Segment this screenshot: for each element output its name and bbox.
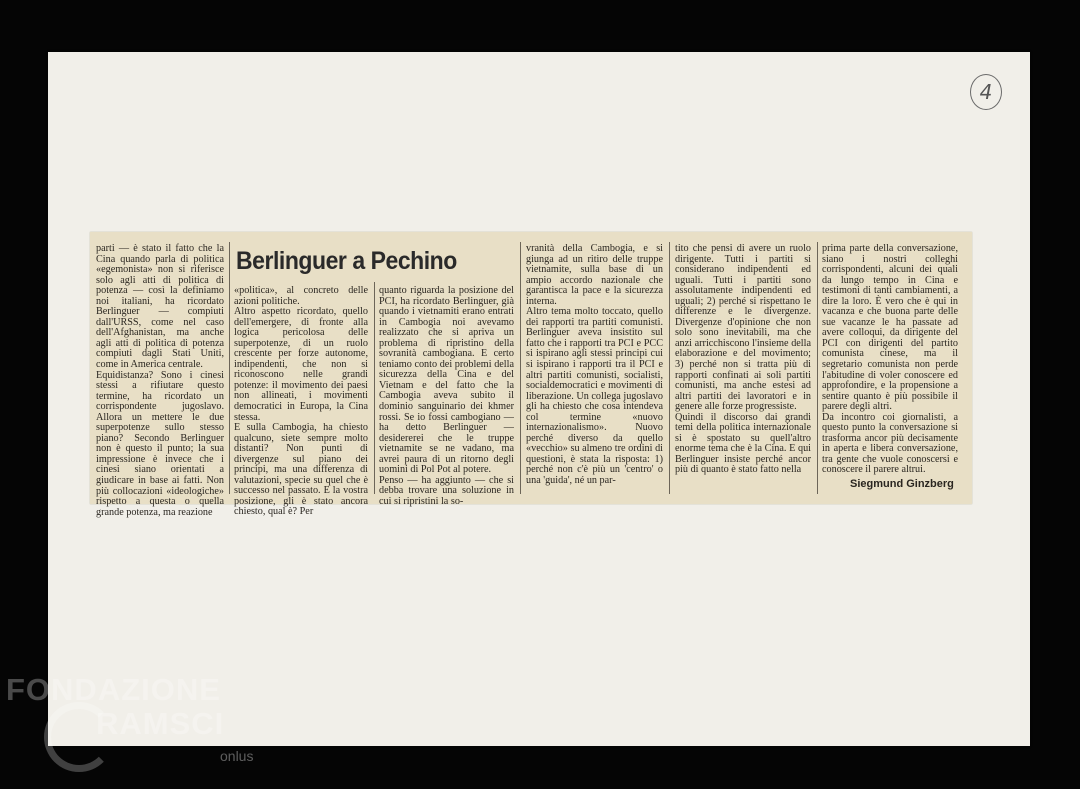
article-column-3: quanto riguarda la posizione del PCI, ha ricordato Berlinguer, già quando i vietnamiti erano entrati in Cambogia noi avevamo realizzato che si apriva un problema di ripristino della sovranità cambogiana. E certo teniamo conto dei problemi della sicurezza della Cina e del Vietnam e del fatto che la Cambogia aveva subito il dominio sanguinario dei khmer rossi. Se io fossi cambogiano — ha detto Berlinguer — desidererei che le truppe vietnamite se ne vadano, ma avrei paura di un ritorno degli uomini di Pol Pot al potere. Penso — ha aggiunto — che si debba trovare una soluzione in cui si ripristini la so- [379,285,514,507]
newspaper-clipping [90,232,972,518]
column-divider [817,242,818,494]
article-column-4: vranità della Cambogia, e si giunga ad un ritiro delle truppe vietnamite, sulla base di un ampio accordo nazionale che garantisca la pace e la sicurezza interna. Altro tema molto toccato, quello dei rapporti tra partiti comunisti. Berlinguer aveva insistito sul fatto che i rapporti tra PCI e PCC si ispirano agli stessi principi cui si ispirano i rapporti tra il PCI e altri partiti comunisti, socialisti, socialdemocratici e movimenti di liberazione. Un collega jugoslavo gli ha chiesto che cosa intendeva col termine «nuovo internazionalismo». Nuovo perché diverso da quello «vecchio» su almeno tre ordini di questioni, è stata la risposta: 1) perché non c'è più un 'centro' o una 'guida', né un par- [526,243,663,487]
article-byline: Siegmund Ginzberg [850,478,954,490]
column-divider [229,242,230,494]
column-divider [669,242,670,494]
page-number: 4 [970,74,1002,110]
watermark-suffix: onlus [220,748,254,764]
column-divider [374,282,375,494]
watermark-line-2: RAMSCI [96,706,225,741]
fondazione-gramsci-watermark [6,672,276,782]
column-divider [520,242,521,494]
watermark-line-1: FONDAZIONE [6,672,221,707]
article-column-2: «politica», al concreto delle azioni politiche. Altro aspetto ricordato, quello dell'emergere, di fronte alla logica pericolosa delle superpotenze, di un ruolo crescente per forze autonome, indipendenti, che non si riconoscono nelle grandi potenze: il movimento dei paesi non allineati, i movimenti democratici in Europa, la Cina stessa. E sulla Cambogia, ha chiesto qualcuno, siete sempre molto distanti? Non punti di divergenze sul piano dei principi, ma una differenza di valutazioni, specie su quel che è successo nel passato. E la vostra posizione, gli è stato ancora chiesto, qual è? Per [234,285,368,518]
article-headline: Berlinguer a Pechino [236,246,457,275]
article-column-6: prima parte della conversazione, siano i nostri colleghi corrispondenti, alcuni dei quali da lungo tempo in Cina e testimoni di tanti cambiamenti, a dire la loro. È vero che è qui in vacanza e che buona parte delle sue vacanze le ha passate ad avere colloqui, da dirigente del PCI con dirigenti del partito comunista cinese, ma il segretario comunista non perde l'abitudine di voler conoscere ed approfondire, e la propensione a sentire quanto è più possibile il parere degli altri. Da incontro coi giornalisti, a questo punto la conversazione si trasforma ancor più decisamente in aperta e libera conversazione, tra gente che vuole conoscersi e conoscere il parere altrui. [822,243,958,476]
article-column-1: parti — è stato il fatto che la Cina quando parla di politica «egemonista» non si riferisce solo agli atti di politica di potenza — così la definiamo noi italiani, ha ricordato Berlinguer — compiuti dall'URSS, come nel caso dell'Afghanistan, ma anche agli atti di politica di potenza compiuti dagli Stati Uniti, come in America centrale. Equidistanza? Sono i cinesi stessi a rifiutare questo termine, ha ricordato un corrispondente jugoslavo. Allora un mettere le due superpotenze sullo stesso piano? Secondo Berlinguer non è questo il punto; la sua impressione è invece che i cinesi siano orientati a giudicare in base ai fatti. Non più collocazioni «ideologiche» rispetto a questa o quella grande potenza, ma reazione [96,243,224,518]
article-column-5: tito che pensi di avere un ruolo dirigente. Tutti i partiti si considerano indipendenti ed uguali. Tutti i partiti sono assolutamente indipendenti ed uguali; 2) perché si rispettano le differenze e le divergenze. Divergenze d'opinione che non solo sono inevitabili, ma che anzi arricchiscono l'insieme della elaborazione e del movimento; 3) perché non si tratta più di rapporti confinati ai soli partiti comunisti, ma anche estesi ad altri partiti dei lavoratori e in genere alle forze progressiste. Quindi il discorso dai grandi temi della politica internazionale si è spostato su quell'altro enorme tema che è la Cina. E qui Berlinguer insiste perché ancor più di quanto è stato fatto nella [675,243,811,476]
